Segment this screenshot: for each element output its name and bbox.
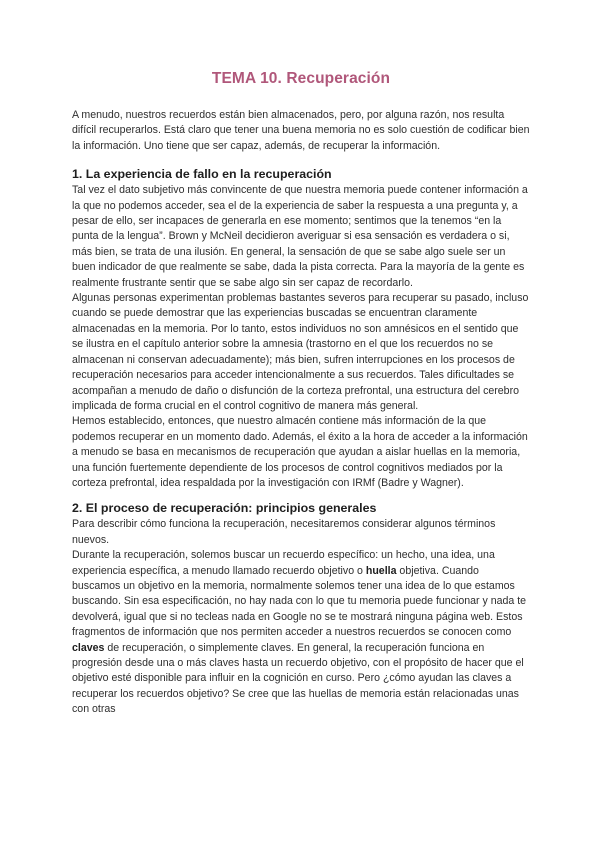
intro-paragraph: A menudo, nuestros recuerdos están bien almacenados, pero, por alguna razón, nos resulta difícil recuperarlos. Está claro que tener una buena memoria no es solo cuestión de codificar bien la información. Uno tiene que ser capaz, además, de recuperar la información. (72, 109, 530, 152)
section-2-paragraph-1: Para describir cómo funciona la recuperación, necesitaremos considerar algunos términos nuevos. (72, 518, 496, 546)
term-claves: claves (72, 641, 105, 654)
section-1-heading: 1. La experiencia de fallo en la recuperación (72, 167, 332, 182)
section-1-paragraph-1: Tal vez el dato subjetivo más convincente de que nuestra memoria puede contener información a la que no podemos acceder, sea el de la experiencia de saber la respuesta a una pregunta y, a pesar de ello, ser incapaces de generarla en ese momento; sentimos que la tenemos “en la punta de la lengua”. Brown y McNeil decidieron averiguar si esa sensación es verdadera o si, más bien, se trata de una ilusión. En general, la sensación de que se sabe algo suele ser un buen indicador de que realmente se sabe, dada la pista correcta. Para la mayoría de la gente es realmente frustrante sentir que se sabe algo sin ser capaz de recordarlo. (72, 184, 528, 289)
section-1-paragraph-3: Hemos establecido, entonces, que nuestro almacén contiene más información de la que podemos recuperar en un momento dado. Además, el éxito a la hora de acceder a la información a menudo se basa en mecanismos de recuperación que ayudan a aislar huellas en la memoria, una función fuertemente dependiente de los procesos de control cognitivos mediados por la corteza prefrontal, idea respaldada por la investigación con IRMf (Badre y Wagner). (72, 415, 528, 489)
section-2-paragraph-2 (72, 548, 530, 717)
term-huella: huella (365, 564, 397, 577)
section-2-paragraph-2-part-c: de recuperación, o simplemente claves. En general, la recuperación funciona en progresión desde una o más claves hasta un recuerdo objetivo, con el propósito de hacer que el objetivo esté disponible para influir en la cognición en curso. Pero ¿cómo ayudan las claves a recuperar los recuerdos objetivo? Se cree que las huellas de memoria están relacionadas unas con otras (72, 641, 524, 716)
document-page (72, 70, 530, 718)
title-prefix: TEMA 10. (211, 70, 282, 87)
section-1-paragraph-2: Algunas personas experimentan problemas bastantes severos para recuperar su pasado, incluso cuando se puede demostrar que las experiencias buscadas se encuentran claramente almacenadas en la memoria. Por lo tanto, estos individuos no son amnésicos en el sentido que se ilustra en el capítulo anterior sobre la amnesia (trastorno en el que los recuerdos no se almacenan ni conservan adecuadamente); más bien, sufren interrupciones en los procesos de recuperación necesarios para acceder intencionalmente a sus recuerdos. Tales dificultades se acompañan a menudo de daño o disfunción de la corteza prefrontal, una estructura del cerebro implicada de forma crucial en el control cognitivo de manera más general. (72, 292, 529, 412)
page-title (72, 70, 530, 88)
section-2-paragraph-2-part-b: objetiva. Cuando buscamos un objetivo en la memoria, normalmente solemos tener una idea de lo que estamos buscando. Sin esa especificación, no hay nada con lo que tu memoria puede funcionar y nada te devolverá, igual que si no tecleas nada en Google no se te mostrará ninguna página web. Estos fragmentos de información que nos permiten acceder a nuestros recuerdos se conocen como (72, 564, 527, 639)
title-name: Recuperación (286, 70, 391, 87)
section-2-paragraph-2-part-a: Durante la recuperación, solemos buscar un recuerdo específico: un hecho, una idea, una experiencia específica, a menudo llamado recuerdo objetivo o (72, 549, 495, 577)
section-2-heading: 2. El proceso de recuperación: principios generales (72, 501, 377, 516)
